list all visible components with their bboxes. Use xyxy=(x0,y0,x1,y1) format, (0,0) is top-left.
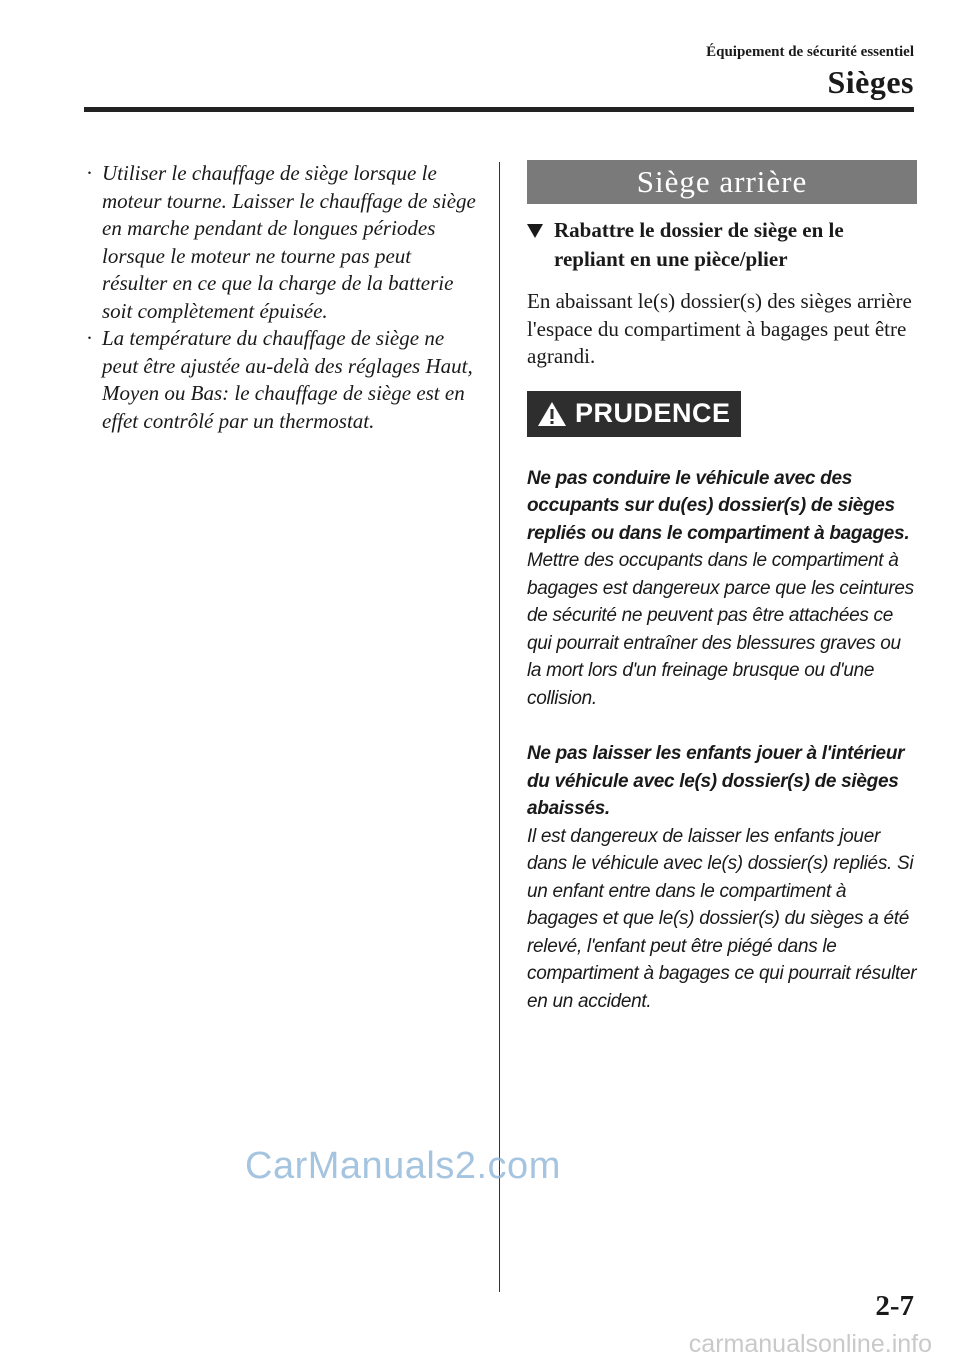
column-divider xyxy=(499,162,500,1292)
watermark: CarManuals2.com xyxy=(245,1145,561,1187)
right-column xyxy=(527,160,917,1015)
caution-body: Il est dangereux de laisser les enfants jouer dans le véhicule avec le(s) dossier(s) repliés. Si un enfant entre dans le compartiment à bagages et que le(s) dossier(s) du sièges a été relevé, l'enfant peut être piégé dans le compartiment à bagages ce qui pourrait résulter en un accident. xyxy=(527,825,917,1012)
caution-block xyxy=(527,465,917,713)
running-header-title: Sièges xyxy=(827,64,914,100)
bullet-item xyxy=(84,160,479,325)
section-banner: Siège arrière xyxy=(527,160,917,204)
bullet-dot-icon: · xyxy=(86,161,93,185)
subheading xyxy=(527,216,917,274)
bullet-dot-icon: · xyxy=(86,326,93,350)
page-number: 2-7 xyxy=(875,1290,914,1322)
triangle-down-icon xyxy=(527,224,543,238)
caution-block xyxy=(527,740,917,1015)
header-rule xyxy=(84,107,914,112)
running-header-section: Équipement de sécurité essentiel xyxy=(706,44,914,60)
footer-watermark: carmanualsonline.info xyxy=(688,1330,932,1358)
caution-badge xyxy=(527,391,741,437)
caution-lead: Ne pas laisser les enfants jouer à l'intérieur du véhicule avec le(s) dossier(s) de sièges abaissés. xyxy=(527,743,905,819)
intro-paragraph: En abaissant le(s) dossier(s) des sièges arrière l'espace du compartiment à bagages peut être agrandi. xyxy=(527,289,912,368)
subheading-text: Rabattre le dossier de siège en le repliant en une pièce/plier xyxy=(554,218,844,271)
caution-body: Mettre des occupants dans le compartiment à bagages est dangereux parce que les ceintures de sécurité ne peuvent pas être attachées ce qui pourrait entraîner des blessures graves ou la mort lors d'un freinage brusque ou d'une collision. xyxy=(527,550,914,709)
left-column xyxy=(84,160,479,435)
bullet-text: Utiliser le chauffage de siège lorsque le moteur tourne. Laisser le chauffage de siège en marche pendant de longues périodes lorsque le moteur ne tourne pas peut résulter en ce que la charge de la batterie soit complètement épuisée. xyxy=(102,161,476,323)
caution-label: PRUDENCE xyxy=(575,398,731,428)
bullet-text: La température du chauffage de siège ne peut être ajustée au-delà des réglages Haut, Moyen ou Bas: le chauffage de siège est en effet contrôlé par un thermostat. xyxy=(102,326,473,433)
bullet-item xyxy=(84,325,479,435)
caution-lead: Ne pas conduire le véhicule avec des occupants sur du(es) dossier(s) de sièges repliés ou dans le compartiment à bagages. xyxy=(527,467,910,544)
warning-triangle-icon xyxy=(537,400,567,428)
